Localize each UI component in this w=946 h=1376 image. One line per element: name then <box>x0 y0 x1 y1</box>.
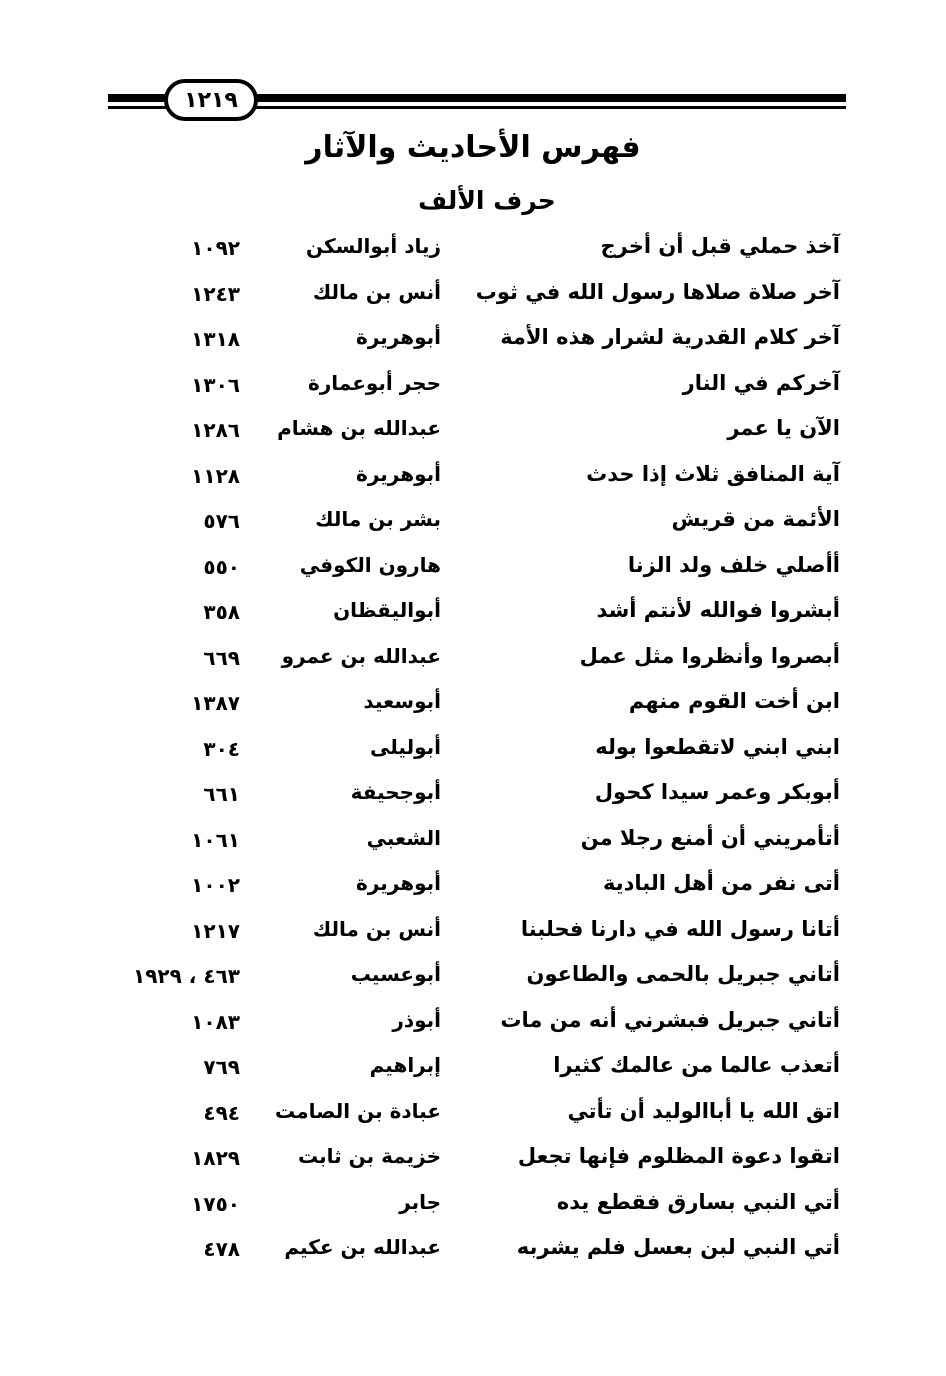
narrator-name: أبوهريرة <box>356 871 441 895</box>
narrator-name: أبوليلى <box>370 734 441 759</box>
hadith-text: أتي النبي لبن بعسل فلم يشربه <box>516 1235 840 1259</box>
page-reference: ١٣١٨ <box>191 327 240 351</box>
hadith-text: أتى نفر من أهل البادية <box>603 871 840 895</box>
index-entry <box>0 272 946 318</box>
index-entry <box>0 1000 946 1046</box>
page-reference: ١٣٨٧ <box>191 691 240 715</box>
hadith-text: أتعذب عالما من عالمك كثيرا <box>553 1053 840 1077</box>
hadith-text: الآن يا عمر <box>727 416 840 440</box>
hadith-text: ابني ابني لاتقطعوا بوله <box>595 734 840 759</box>
page-reference: ٣٥٨ <box>203 600 240 624</box>
narrator-name: أنس بن مالك <box>312 279 441 304</box>
narrator-name: أبوسعيد <box>363 689 441 713</box>
hadith-text: أتاني جبريل فبشرني أنه من مات <box>500 1007 840 1032</box>
index-entry <box>0 545 946 591</box>
index-entry <box>0 226 946 272</box>
page-reference: ٥٥٠ <box>203 554 240 579</box>
hadith-text: أتي النبي بسارق فقطع يده <box>556 1189 840 1214</box>
index-entry <box>0 317 946 363</box>
narrator-name: حجر أبوعمارة <box>307 370 441 395</box>
page-reference: ١٠٦١ <box>191 827 240 852</box>
index-entry <box>0 1045 946 1091</box>
index-entry <box>0 1136 946 1182</box>
index-entry <box>0 363 946 409</box>
hadith-text: آخركم في النار <box>682 370 840 395</box>
hadith-text: الأئمة من قريش <box>671 507 840 531</box>
narrator-name: أبوهريرة <box>356 461 441 486</box>
narrator-name: عبدالله بن عكيم <box>284 1235 441 1259</box>
hadith-text: أبصروا وأنظروا مثل عمل <box>579 643 840 668</box>
narrator-name: عبادة بن الصامت <box>275 1098 441 1123</box>
page-reference: ٥٧٦ <box>203 509 240 533</box>
hadith-text: أتانا رسول الله في دارنا فحلبنا <box>520 916 840 941</box>
narrator-name: أبوعسيب <box>350 962 441 986</box>
narrator-name: عبدالله بن عمرو <box>281 643 441 668</box>
page-reference: ٣٠٤ <box>203 736 240 761</box>
index-entry <box>0 1182 946 1228</box>
page-reference: ١٣٠٦ <box>191 372 240 397</box>
hadith-text: آخر كلام القدرية لشرار هذه الأمة <box>500 325 840 349</box>
index-entry <box>0 909 946 955</box>
narrator-name: إبراهيم <box>369 1053 441 1077</box>
page-reference: ١٨٢٩ <box>191 1146 240 1170</box>
hadith-text: اتقوا دعوة المظلوم فإنها تجعل <box>517 1144 840 1168</box>
page-reference: ٦٦٩ <box>203 645 240 670</box>
narrator-name: الشعبي <box>366 825 441 850</box>
page-reference: ١٢٤٣ <box>191 281 240 306</box>
page-number-badge: ١٢١٩ <box>164 79 258 121</box>
index-entry <box>0 636 946 682</box>
page-reference: ١٠٠٢ <box>191 873 240 897</box>
hadith-text: أتأمريني أن أمنع رجلا من <box>580 825 840 850</box>
narrator-name: هارون الكوفي <box>299 552 441 577</box>
hadith-text: ابن أخت القوم منهم <box>628 689 840 713</box>
index-entry <box>0 408 946 454</box>
page-reference: ١١٢٨ <box>191 463 240 488</box>
hadith-text: أبوبكر وعمر سيدا كحول <box>594 780 840 804</box>
hadith-text: آخذ حملي قبل أن أخرج <box>600 234 840 258</box>
index-entry <box>0 954 946 1000</box>
page-reference: ١٠٩٢ <box>191 236 240 260</box>
page-reference: ١٢٨٦ <box>191 418 240 442</box>
page-reference: ٤٩٤ <box>203 1100 240 1125</box>
page-reference: ١٧٥٠ <box>191 1191 240 1216</box>
narrator-name: زياد أبوالسكن <box>305 234 441 258</box>
page-reference: ١٢١٧ <box>191 918 240 943</box>
hadith-text: اتق الله يا أباالوليد أن تأتي <box>567 1098 840 1123</box>
page-title: فهرس الأحاديث والآثار <box>305 130 641 165</box>
narrator-name: أنس بن مالك <box>312 916 441 941</box>
index-entry <box>0 818 946 864</box>
index-entry <box>0 772 946 818</box>
narrator-name: جابر <box>399 1189 441 1214</box>
index-entry <box>0 863 946 909</box>
page-reference: ١٠٨٣ <box>191 1009 240 1034</box>
narrator-name: خزيمة بن ثابت <box>297 1144 441 1168</box>
narrator-name: أبواليقظان <box>333 598 441 622</box>
narrator-name: أبوهريرة <box>356 325 441 349</box>
hadith-text: أأصلي خلف ولد الزنا <box>627 552 840 577</box>
narrator-name: بشر بن مالك <box>315 507 441 531</box>
index-entry <box>0 454 946 500</box>
hadith-text: آية المنافق ثلاث إذا حدث <box>586 461 840 486</box>
index-entry <box>0 681 946 727</box>
hadith-text: أتاني جبريل بالحمى والطاعون <box>526 962 840 986</box>
page-reference: ٧٦٩ <box>203 1055 240 1079</box>
index-entries <box>0 226 946 1273</box>
index-entry <box>0 1091 946 1137</box>
index-entry <box>0 590 946 636</box>
index-entry <box>0 1227 946 1273</box>
page-reference: ٤٧٨ <box>203 1237 240 1261</box>
narrator-name: عبدالله بن هشام <box>277 416 441 440</box>
hadith-text: أبشروا فوالله لأنتم أشد <box>596 598 840 622</box>
narrator-name: أبوجحيفة <box>350 780 441 804</box>
hadith-text: آخر صلاة صلاها رسول الله في ثوب <box>475 279 840 304</box>
index-entry <box>0 499 946 545</box>
section-title: حرف الألف <box>418 186 556 215</box>
page-reference: ٤٦٣ ، ١٩٢٩ <box>133 964 240 988</box>
narrator-name: أبوذر <box>392 1007 441 1032</box>
index-entry <box>0 727 946 773</box>
page-reference: ٦٦١ <box>203 782 240 806</box>
